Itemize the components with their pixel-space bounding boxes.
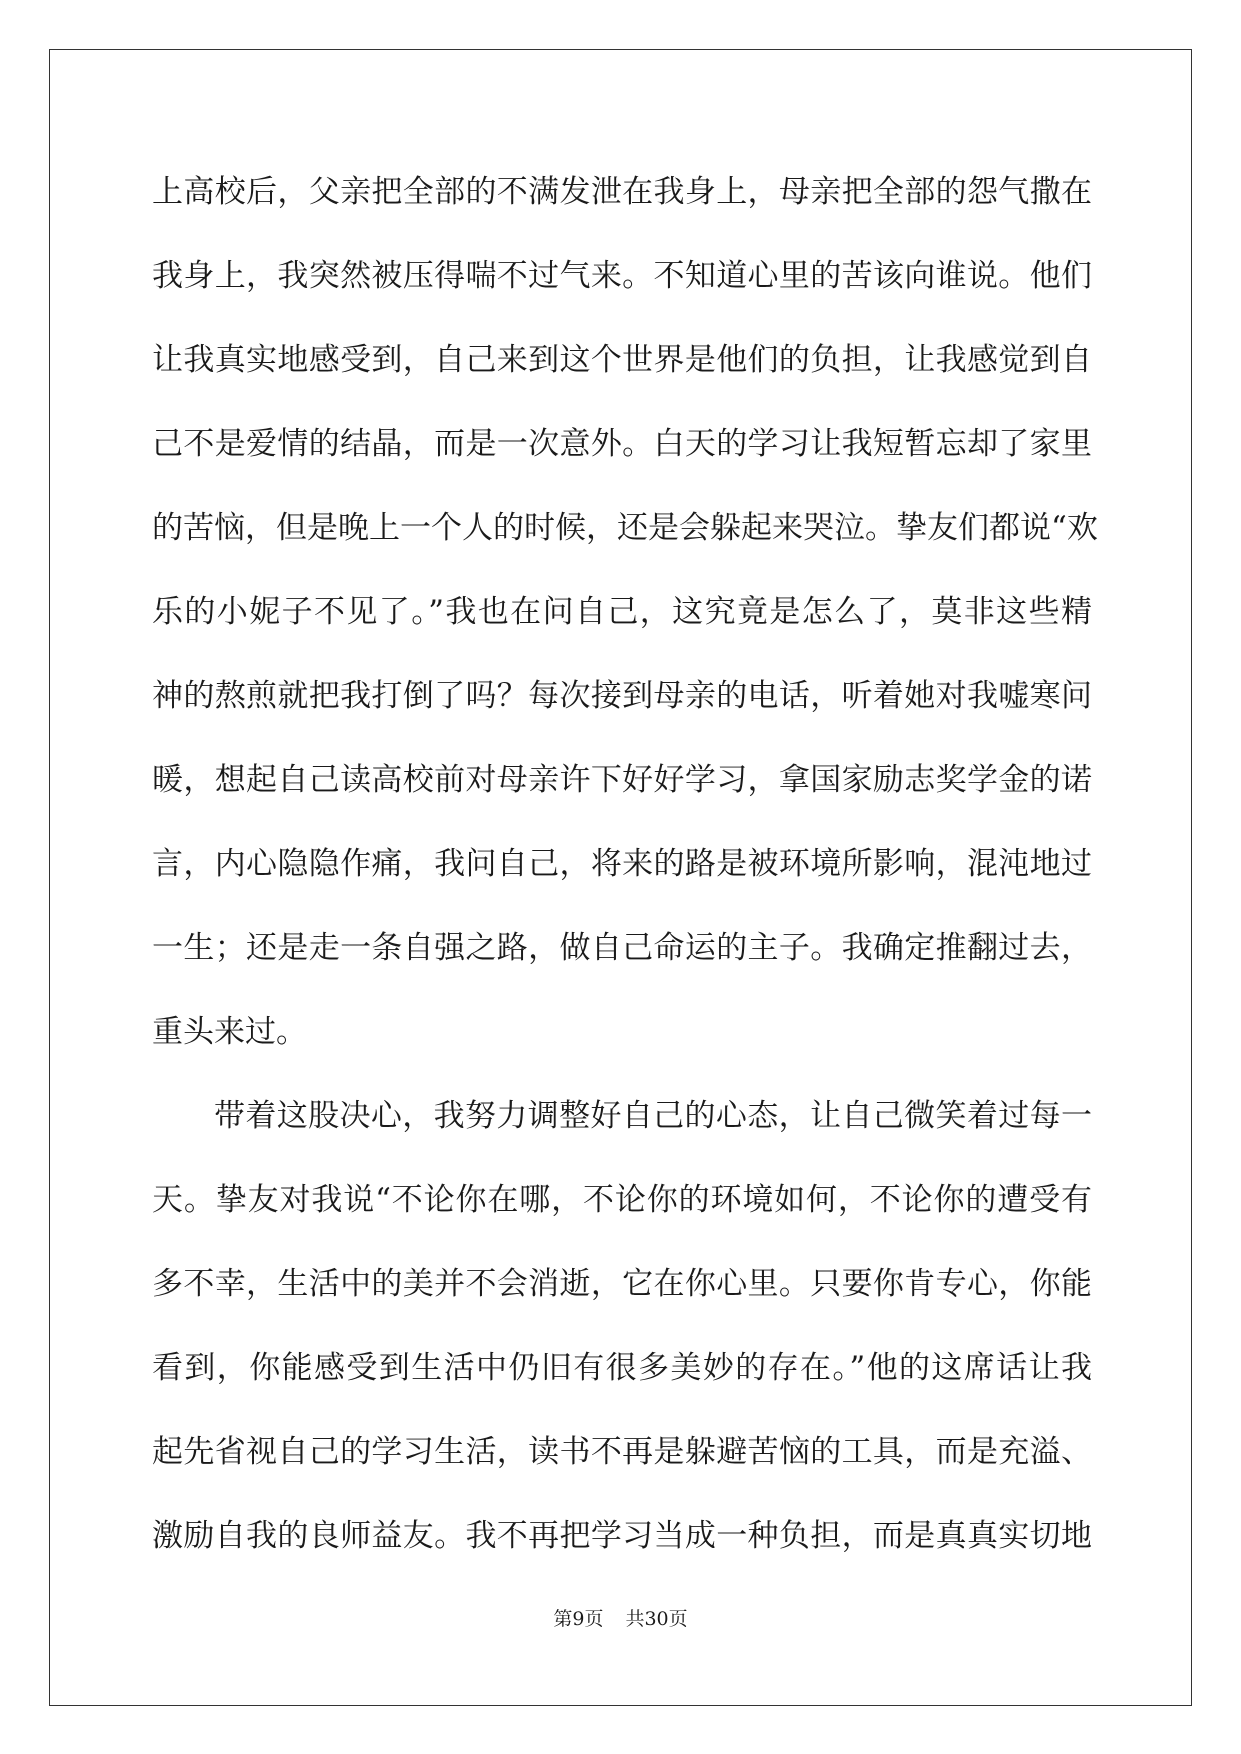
- paragraph-1-line-2: 我身上，我突然被压得喘不过气来。不知道心里的苦该向谁说。他们: [152, 258, 1092, 294]
- paragraph-2-line-4: 看到，你能感受到生活中仍旧有很多美妙的存在。”他的这席话让我: [152, 1350, 1092, 1386]
- paragraph-1-line-7: 神的熬煎就把我打倒了吗？每次接到母亲的电话，听着她对我嘘寒问: [152, 678, 1092, 714]
- paragraph-2-line-2: 天。挚友对我说“不论你在哪，不论你的环境如何，不论你的遭受有: [152, 1182, 1092, 1218]
- paragraph-2-line-3: 多不幸，生活中的美并不会消逝，它在你心里。只要你肯专心，你能: [152, 1266, 1092, 1302]
- paragraph-1-line-3: 让我真实地感受到，自己来到这个世界是他们的负担，让我感觉到自: [152, 342, 1092, 378]
- page-unit: 页: [584, 1608, 604, 1630]
- paragraph-1-line-4: 己不是爱情的结晶，而是一次意外。白天的学习让我短暂忘却了家里: [152, 426, 1092, 462]
- paragraph-1-line-1: 上高校后，父亲把全部的不满发泄在我身上，母亲把全部的怨气撒在: [152, 174, 1092, 210]
- paragraph-1-line-9: 言，内心隐隐作痛，我问自己，将来的路是被环境所影响，混沌地过: [152, 846, 1092, 882]
- total-pages: 30: [644, 1608, 669, 1630]
- total-label: 共: [625, 1608, 645, 1630]
- paragraph-1-line-6: 乐的小妮子不见了。”我也在问自己，这究竟是怎么了，莫非这些精: [152, 594, 1092, 630]
- page-footer: [0, 1607, 1241, 1631]
- paragraph-2-line-5: 起先省视自己的学习生活，读书不再是躲避苦恼的工具，而是充溢、: [152, 1434, 1092, 1470]
- document-body: [152, 160, 1098, 1588]
- paragraph-1-line-5: 的苦恼，但是晚上一个人的时候，还是会躲起来哭泣。挚友们都说“欢: [152, 510, 1098, 546]
- paragraph-1-line-11: 重头来过。: [152, 1014, 307, 1050]
- total-unit: 页: [668, 1608, 688, 1630]
- paragraph-2-line-1: 带着这股决心，我努力调整好自己的心态，让自己微笑着过每一: [214, 1098, 1092, 1134]
- paragraph-2-line-6: 激励自我的良师益友。我不再把学习当成一种负担，而是真真实切地: [152, 1518, 1092, 1554]
- page-number: 9: [572, 1608, 585, 1630]
- page-label: 第: [553, 1608, 573, 1630]
- paragraph-1-line-8: 暖，想起自己读高校前对母亲许下好好学习，拿国家励志奖学金的诺: [152, 762, 1092, 798]
- paragraph-1-line-10: 一生；还是走一条自强之路，做自己命运的主子。我确定推翻过去，: [152, 930, 1092, 966]
